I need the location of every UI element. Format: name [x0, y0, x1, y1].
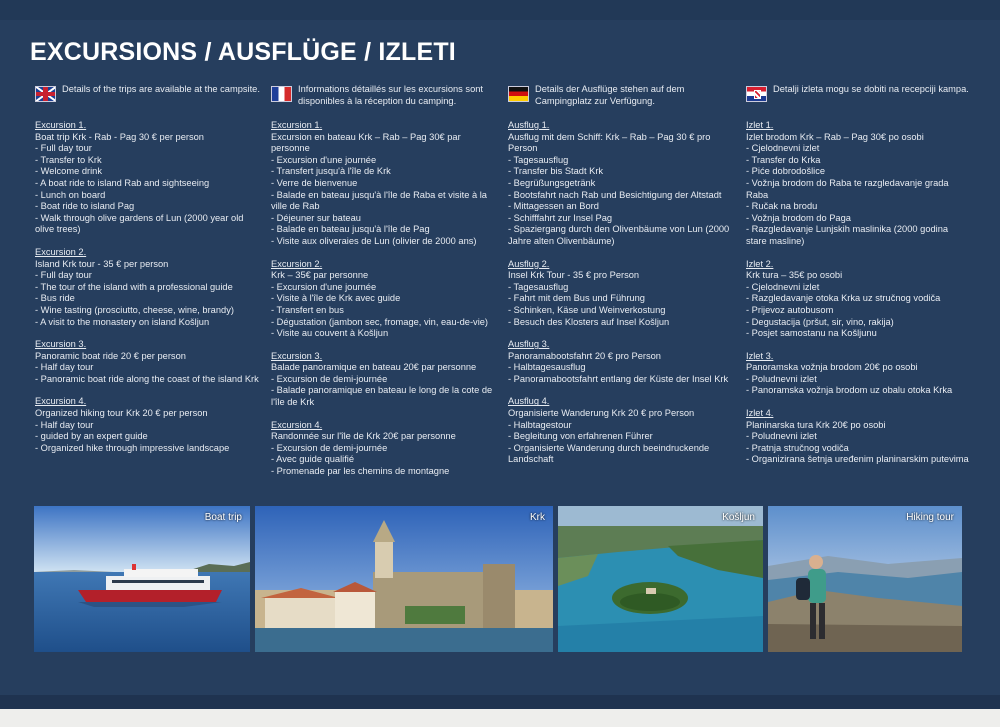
excursion-block	[508, 339, 733, 385]
excursion-title: Krk tura – 35€ po osobi	[746, 270, 843, 281]
excursion-heading: Ausflug 4.	[508, 396, 550, 407]
excursion-heading: Izlet 3.	[746, 350, 774, 361]
intro-text: Detalji izleta mogu se dobiti na recepciji kampa.	[773, 84, 969, 94]
excursion-detail: - Razgledavanje otoka Krka uz stručnog vodiča	[746, 293, 941, 304]
excursion-heading: Izlet 4.	[746, 408, 774, 419]
excursion-detail: - Bus ride	[35, 293, 75, 304]
photo-boat-trip	[34, 506, 250, 652]
excursion-detail: - Organizirana šetnja uređenim planinarskim putevima	[746, 454, 969, 465]
hr-flag-icon	[746, 86, 767, 102]
excursion-detail: - Begleitung von erfahrenen Führer	[508, 431, 653, 442]
excursion-detail: - Fahrt mit dem Bus und Führung	[508, 293, 645, 304]
excursion-title: Panoramic boat ride 20 € per person	[35, 350, 186, 361]
excursion-detail: - Prijevoz autobusom	[746, 304, 834, 315]
excursion-block	[35, 396, 260, 454]
excursion-heading: Excursion 3.	[35, 339, 87, 350]
excursion-detail: - Promenade par les chemins de montagne	[271, 466, 450, 477]
excursion-detail: - Full day tour	[35, 143, 92, 154]
excursion-detail: - Lunch on board	[35, 189, 106, 200]
excursion-title: Organized hiking tour Krk 20 € per person	[35, 408, 208, 419]
page-edge	[0, 709, 1000, 727]
excursion-block	[271, 120, 496, 248]
photo-caption: Hiking tour	[906, 512, 954, 523]
excursion-detail: - Walk through olive gardens of Lun (2000 year old olive trees)	[35, 212, 244, 235]
excursion-detail: - Panoramska vožnja brodom uz obalu otoka Krka	[746, 385, 953, 396]
excursion-block	[746, 120, 971, 248]
fr-flag-icon	[271, 86, 292, 102]
excursion-detail: - Transfer bis Stadt Krk	[508, 166, 604, 177]
footer-strip	[0, 695, 1000, 709]
excursion-detail: - Organized hike through impressive landscape	[35, 442, 230, 453]
excursion-block	[508, 120, 733, 248]
excursion-detail: - Balade en bateau jusqu'à l'île de Raba et visite à la ville de Rab	[271, 189, 487, 212]
excursion-detail: - Razgledavanje Lunjskih maslinika (2000 godina stare masline)	[746, 224, 949, 246]
excursion-detail: - Visite aux oliveraies de Lun (olivier de 2000 ans)	[271, 235, 477, 246]
excursion-heading: Excursion 4.	[35, 396, 87, 407]
excursion-title: Krk – 35€ par personne	[271, 270, 369, 281]
excursion-detail: - Excursion de demi-journée	[271, 442, 388, 453]
excursion-detail: - Visite au couvent à Košljun	[271, 328, 389, 339]
excursion-detail: - Organisierte Wanderung durch beeindruckende Landschaft	[508, 442, 710, 465]
page-title: EXCURSIONS / AUSFLÜGE / IZLETI	[30, 38, 456, 66]
photo-krk	[255, 506, 553, 652]
excursion-detail: - Schinken, Käse und Weinverkostung	[508, 304, 666, 315]
excursion-detail: - Transfer to Krk	[35, 154, 102, 165]
excursion-detail: - A visit to the monastery on island Košljun	[35, 316, 210, 327]
excursion-detail: - Vožnja brodom do Paga	[746, 212, 851, 223]
excursion-detail: - Transfer do Krka	[746, 154, 821, 165]
column-intro	[746, 84, 971, 108]
excursion-detail: - Half day tour	[35, 362, 94, 373]
excursion-heading: Ausflug 3.	[508, 339, 550, 350]
excursion-title: Balade panoramique en bateau 20€ par personne	[271, 362, 477, 373]
photo-hiking-tour	[768, 506, 962, 652]
excursion-detail: - Mittagessen an Bord	[508, 201, 599, 212]
excursion-detail: - Visite à l'île de Krk avec guide	[271, 293, 401, 304]
excursion-detail: - Transfert jusqu'à l'île de Krk	[271, 166, 391, 177]
intro-text: Details der Ausflüge stehen auf dem Campingplatz zur Verfügung.	[535, 84, 685, 106]
excursion-detail: - Poludnevni izlet	[746, 431, 817, 442]
excursion-detail: - Ručak na brodu	[746, 201, 818, 212]
excursion-block	[35, 120, 260, 236]
excursion-detail: - Halbtagesausflug	[508, 362, 586, 373]
excursion-title: Randonnée sur l'île de Krk 20€ par personne	[271, 431, 456, 442]
excursion-detail: - Tagesausflug	[508, 154, 569, 165]
excursion-detail: - Begrüßungsgetränk	[508, 177, 596, 188]
excursion-heading: Ausflug 1.	[508, 120, 550, 130]
excursion-detail: - Boat ride to island Pag	[35, 201, 135, 212]
excursion-detail: - Transfert en bus	[271, 304, 344, 315]
excursion-detail: - Avec guide qualifié	[271, 454, 355, 465]
de-flag-icon	[508, 86, 529, 102]
excursion-heading: Ausflug 2.	[508, 258, 550, 269]
excursion-title: Panoramska vožnja brodom 20€ po osobi	[746, 362, 918, 373]
excursion-detail: - Half day tour	[35, 419, 94, 430]
excursion-title: Island Krk tour - 35 € per person	[35, 258, 169, 269]
column-intro	[271, 84, 496, 108]
excursion-detail: - Balade panoramique en bateau le long de la cote de l'île de Krk	[271, 385, 493, 408]
excursion-heading: Excursion 2.	[35, 246, 87, 257]
excursion-detail: - Wine tasting (prosciutto, cheese, wine, brandy)	[35, 304, 234, 315]
excursion-title: Ausflug mit dem Schiff: Krk – Rab – Pag 30 € pro Person	[508, 131, 711, 154]
column-intro	[508, 84, 733, 108]
language-column	[35, 84, 260, 465]
excursion-detail: - Panoramabootsfahrt entlang der Küste der Insel Krk	[508, 373, 729, 384]
excursion-detail: - A boat ride to island Rab and sightseeing	[35, 177, 210, 188]
excursion-block	[271, 259, 496, 340]
excursion-detail: - Panoramic boat ride along the coast of the island Krk	[35, 373, 259, 384]
excursion-detail: - Excursion de demi-journée	[271, 373, 388, 384]
excursion-detail: - Degustacija (pršut, sir, vino, rakija)	[746, 316, 894, 327]
language-column	[271, 84, 496, 489]
excursion-title: Izlet brodom Krk – Rab – Pag 30€ po osobi	[746, 131, 924, 142]
language-column	[508, 84, 733, 477]
excursion-heading: Izlet 2.	[746, 258, 774, 269]
excursion-detail: - Halbtagestour	[508, 419, 572, 430]
excursion-detail: - Verre de bienvenue	[271, 177, 358, 188]
kosljun-island-image	[558, 506, 763, 652]
excursion-detail: - Tagesausflug	[508, 281, 569, 292]
excursion-detail: - Besuch des Klosters auf Insel Košljun	[508, 316, 670, 327]
excursion-detail: - Cjelodnevni izlet	[746, 143, 820, 154]
excursion-detail: - Bootsfahrt nach Rab und Besichtigung der Altstadt	[508, 189, 722, 200]
excursion-detail: - Spaziergang durch den Olivenbäume von Lun (2000 Jahre alten Olivenbäume)	[508, 224, 730, 246]
excursion-detail: - Piće dobrodošlice	[746, 166, 826, 177]
excursion-block	[35, 247, 260, 328]
excursion-heading: Excursion 1.	[271, 120, 323, 130]
excursion-title: Organisierte Wanderung Krk 20 € pro Person	[508, 408, 695, 419]
photo-caption: Košljun	[722, 512, 755, 523]
intro-text: Details of the trips are available at the campsite.	[62, 84, 260, 94]
excursion-detail: - guided by an expert guide	[35, 431, 148, 442]
excursion-block	[746, 408, 971, 466]
excursion-detail: - Excursion d'une journée	[271, 154, 377, 165]
excursion-detail: - Vožnja brodom do Raba te razgledavanje grada Raba	[746, 177, 949, 200]
excursion-block	[746, 351, 971, 397]
excursion-heading: Excursion 3.	[271, 350, 323, 361]
excursion-detail: - Full day tour	[35, 270, 92, 281]
excursion-detail: - Welcome drink	[35, 166, 102, 177]
excursion-block	[746, 259, 971, 340]
excursion-detail: - Excursion d'une journée	[271, 281, 377, 292]
excursion-detail: - Pratnja stručnog vodiča	[746, 442, 849, 453]
excursion-detail: - Schifffahrt zur Insel Pag	[508, 212, 613, 223]
excursion-title: Panoramabootsfahrt 20 € pro Person	[508, 350, 661, 361]
excursion-detail: - Déjeuner sur bateau	[271, 212, 361, 223]
intro-text: Informations détaillés sur les excursions sont disponibles à la réception du camping.	[298, 84, 483, 106]
excursion-detail: - Dégustation (jambon sec, fromage, vin, eau-de-vie)	[271, 316, 489, 327]
excursion-detail: - Cjelodnevni izlet	[746, 281, 820, 292]
excursion-title: Boat trip Krk - Rab - Pag 30 € per person	[35, 131, 204, 142]
excursion-block	[271, 420, 496, 478]
excursion-block	[508, 396, 733, 466]
excursion-heading: Izlet 1.	[746, 120, 774, 130]
excursion-title: Planinarska tura Krk 20€ po osobi	[746, 419, 886, 430]
uk-flag-icon	[35, 86, 56, 102]
excursion-detail: - The tour of the island with a professional guide	[35, 281, 233, 292]
krk-town-image	[255, 506, 553, 652]
photo-kosljun	[558, 506, 763, 652]
excursion-block	[35, 339, 260, 385]
excursion-block	[271, 351, 496, 409]
excursion-title: Insel Krk Tour - 35 € pro Person	[508, 270, 640, 281]
excursion-detail: - Poludnevni izlet	[746, 373, 817, 384]
excursion-block	[508, 259, 733, 329]
boat-trip-image	[34, 506, 250, 652]
excursion-detail: - Balade en bateau jusqu'à l'île de Pag	[271, 224, 430, 235]
excursion-heading: Excursion 1.	[35, 120, 87, 130]
excursion-heading: Excursion 2.	[271, 258, 323, 269]
excursion-title: Excursion en bateau Krk – Rab – Pag 30€ par personne	[271, 131, 461, 154]
photo-caption: Boat trip	[204, 512, 242, 523]
excursion-heading: Excursion 4.	[271, 419, 323, 430]
column-intro	[35, 84, 260, 108]
excursion-detail: - Posjet samostanu na Košljunu	[746, 328, 877, 339]
language-column	[746, 84, 971, 477]
photo-caption: Krk	[530, 512, 545, 523]
hiking-tour-image	[768, 506, 962, 652]
